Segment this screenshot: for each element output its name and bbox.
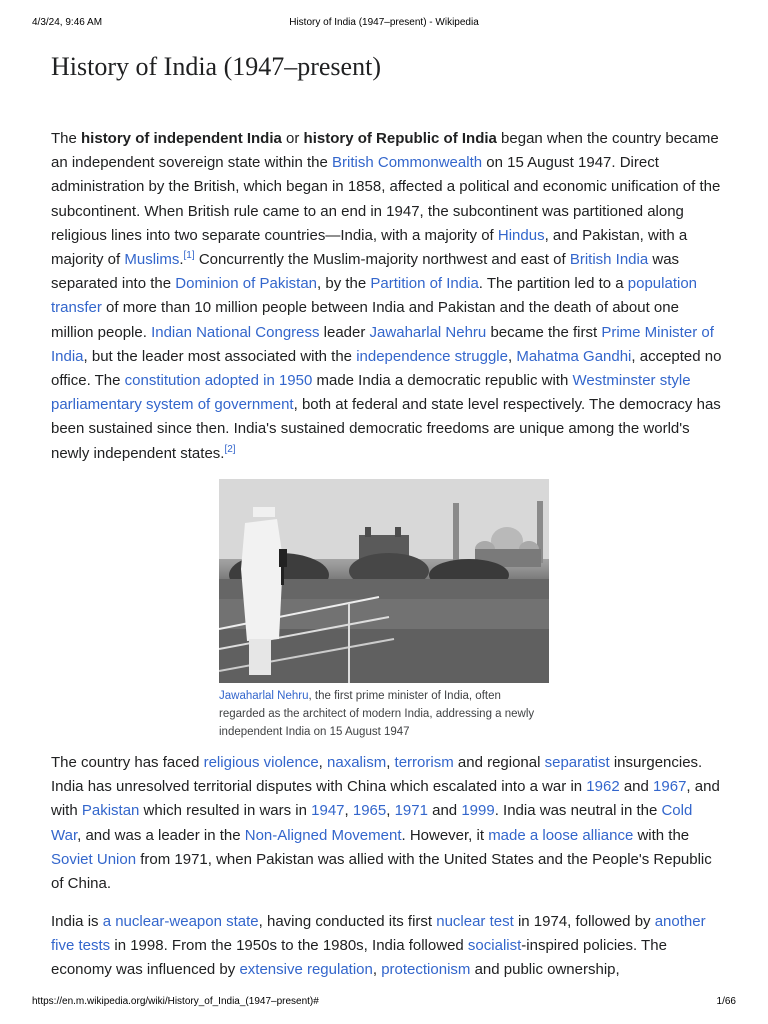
- link-separatist[interactable]: separatist: [544, 754, 610, 771]
- link-independence-struggle[interactable]: independence struggle: [356, 347, 508, 365]
- link-pakistan[interactable]: Pakistan: [81, 802, 140, 820]
- link-constitution[interactable]: constitution adopted in 1950: [124, 372, 313, 390]
- reference-2[interactable]: [2]: [224, 443, 236, 455]
- print-url: https://en.m.wikipedia.org/wiki/History_of_India_(1947–present)#: [32, 996, 319, 1007]
- link-mahatma-gandhi[interactable]: Mahatma Gandhi: [516, 347, 632, 365]
- link-cold-war[interactable]: Cold War: [51, 802, 693, 844]
- nehru-photo[interactable]: [219, 479, 549, 683]
- link-british-commonwealth[interactable]: British Commonwealth: [332, 154, 483, 172]
- link-1947[interactable]: 1947: [311, 802, 345, 820]
- lead-paragraph: The history of independent India or history of Republic of India began when the country became an independent sovereign state within the British Commonwealth on 15 August 1947. Direct administration by the British, which began in 1858, affected a political and economic unification of the subcontinent. When British rule came to an end in 1947, the subcontinent was partitioned along religious lines into two separate countries—India, with a majority of Hindus, and Pakistan, with a majority of Muslims.[1] Concurrently the Muslim-majority northwest and east of British India was separated into the Dominion of Pakistan, by the Partition of India. The partition led to a population transfer of more than 10 million people between India and Pakistan and the death of about one million people. Indian National Congress leader Jawaharlal Nehru became the first Prime Minister of India, but the leader most associated with the independence struggle, Mahatma Gandhi, accepted no office. The constitution adopted in 1950 made India a democratic republic with Westminster style parliamentary system of government, both at federal and state level respectively. The democracy has been sustained since then. India's sustained democratic freedoms are unique among the world's newly independent states.[2]: [51, 130, 722, 462]
- paragraph-2: The country has faced religious violence, naxalism, terrorism and regional separatist insurgencies. India has unresolved territorial disputes with China which escalated into a war in 1962 and 1967, and with Pakistan which resulted in wars in 1947, 1965, 1971 and 1999. India was neutral in the Cold War, and was a leader in the Non-Aligned Movement. However, it made a loose alliance with the Soviet Union from 1971, when Pakistan was allied with the United States and the People's Republic of China.: [51, 754, 720, 893]
- print-header: [32, 17, 736, 31]
- link-muslims[interactable]: Muslims: [124, 251, 180, 269]
- bold-term: history of Republic of India: [303, 130, 497, 147]
- figure-nehru: [219, 479, 549, 741]
- link-1962[interactable]: 1962: [586, 778, 620, 796]
- link-dominion-of-pakistan[interactable]: Dominion of Pakistan: [175, 275, 318, 293]
- link-1999[interactable]: 1999: [461, 802, 495, 820]
- link-loose-alliance[interactable]: made a loose alliance: [488, 826, 634, 844]
- link-extensive-regulation[interactable]: extensive regulation: [239, 961, 373, 979]
- link-soviet-union[interactable]: Soviet Union: [51, 850, 137, 868]
- link-1965[interactable]: 1965: [352, 802, 387, 820]
- link-nuclear-weapon-state[interactable]: a nuclear-weapon state: [102, 913, 259, 930]
- link-socialist[interactable]: socialist: [467, 937, 522, 955]
- link-jawaharlal-nehru[interactable]: Jawaharlal Nehru: [369, 323, 487, 341]
- link-westminster-system[interactable]: Westminster style parliamentary system of government: [51, 372, 691, 414]
- link-hindus[interactable]: Hindus: [497, 226, 545, 244]
- link-naxalism[interactable]: naxalism: [327, 754, 387, 771]
- link-1967[interactable]: 1967: [653, 778, 687, 796]
- link-religious-violence[interactable]: religious violence: [203, 754, 319, 771]
- link-nuclear-test[interactable]: nuclear test: [436, 913, 514, 930]
- figure-caption: Jawaharlal Nehru, the first prime minister of India, often regarded as the architect of modern India, addressing a newly independent India on 15 August 1947: [219, 690, 535, 738]
- print-footer: [32, 996, 736, 1010]
- print-doc-title: History of India (1947–present) - Wikipedia: [289, 17, 479, 28]
- link-1971[interactable]: 1971: [394, 802, 428, 820]
- reference-1[interactable]: [1]: [183, 250, 195, 262]
- link-population-transfer[interactable]: population transfer: [51, 275, 698, 317]
- link-non-aligned-movement[interactable]: Non-Aligned Movement: [244, 826, 402, 844]
- link-indian-national-congress[interactable]: Indian National Congress: [151, 323, 320, 341]
- link-protectionism[interactable]: protectionism: [381, 961, 471, 979]
- link-another-five-tests[interactable]: another five tests: [51, 913, 706, 955]
- print-page-number: 1/66: [716, 996, 736, 1007]
- photo-illustration: [219, 479, 549, 683]
- link-terrorism[interactable]: terrorism: [394, 754, 454, 771]
- link-british-india[interactable]: British India: [569, 251, 649, 269]
- link-prime-minister-of-india[interactable]: Prime Minister of India: [51, 323, 714, 365]
- print-datetime: 4/3/24, 9:46 AM: [32, 17, 103, 28]
- bold-term: history of independent India: [81, 130, 282, 147]
- link-partition-of-india[interactable]: Partition of India: [370, 275, 479, 293]
- paragraph-3: India is a nuclear-weapon state, having conducted its first nuclear test in 1974, followed by another five tests in 1998. From the 1950s to the 1980s, India followed socialist-inspired policies. The economy was influenced by extensive regulation, protectionism and public ownership,: [51, 913, 706, 979]
- caption-link-jawaharlal-nehru[interactable]: Jawaharlal Nehru: [219, 690, 309, 702]
- page-title: History of India (1947–present): [51, 52, 381, 81]
